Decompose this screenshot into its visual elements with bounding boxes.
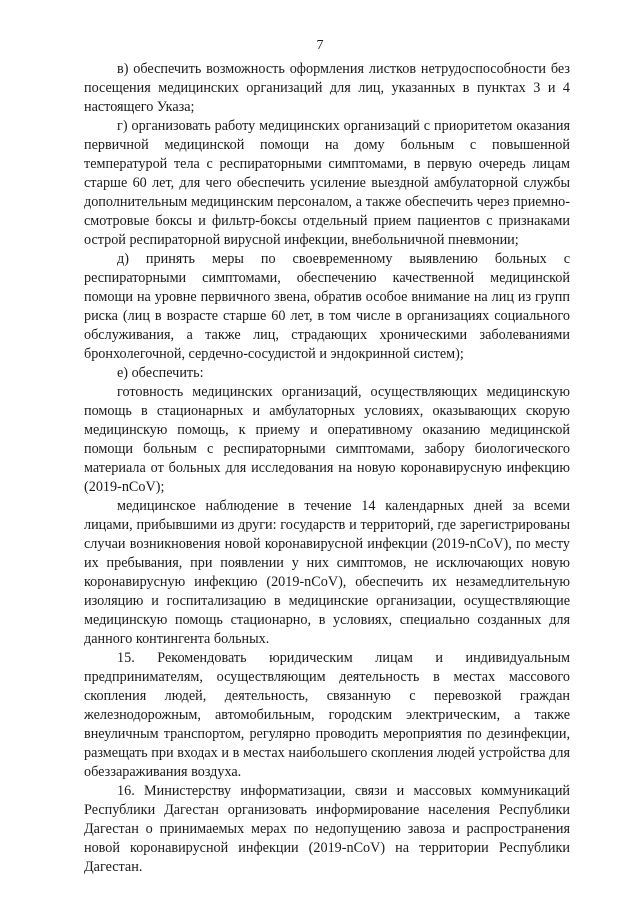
paragraph-readiness: готовность медицинских организаций, осуществляющих медицинскую помощь в стационарных и амбулаторных условиях, оказывающих скорую медицинскую помощь, к приему и оперативному оказанию медицинской помощи больным с респираторными симптомами, забору биологического материала от больных для исследования на новую коронавирусную инфекцию (2019-nCoV);	[84, 384, 570, 495]
paragraph-observation: медицинское наблюдение в течение 14 календарных дней за всеми лицами, прибывшими из други: государств и территорий, где зарегистрированы случаи возникновения новой коронавирусной инфекции (2019-nCoV), по месту их пребывания, при появлении у них симптомов, не исключающих новую коронавирусную инфекцию (2019-nCoV), обеспечить их незамедлительную изоляцию и госпитализацию в медицинские организации, осуществляющие медицинскую помощь стационарно, в условиях, специально созданных для данного контингента больных.	[84, 498, 570, 647]
paragraph-d: д) принять меры по своевременному выявлению больных с респираторными симптомами, обеспечению качественной медицинской помощи на уровне первичного звена, обратив особое внимание на лиц из групп риска (лиц в возрасте старше 60 лет, в том числе в организациях социального обслуживания, а также лиц, страдающих хроническими заболеваниями бронхолегочной, сердечно-сосудистой и эндокринной систем);	[84, 251, 570, 362]
paragraph-16: 16. Министерству информатизации, связи и массовых коммуникаций Республики Дагестан организовать информирование населения Республики Дагестан о принимаемых мерах по недопущению завоза и распространения новой коронавирусной инфекции (2019-nCoV) на территории Республики Дагестан.	[84, 783, 570, 875]
page-number: 7	[316, 38, 324, 53]
paragraph-v: в) обеспечить возможность оформления листков нетрудоспособности без посещения медицинских организаций для лиц, указанных в пунктах 3 и 4 настоящего Указа;	[84, 61, 570, 115]
document-body	[84, 60, 570, 877]
paragraph-g: г) организовать работу медицинских организаций с приоритетом оказания первичной медицинской помощи на дому больным с повышенной температурой тела с респираторными симптомами, в первую очередь лицам старше 60 лет, для чего обеспечить усиление выездной амбулаторной службы дополнительным медицинским персоналом, а также обеспечить через приемно-смотровые боксы и фильтр-боксы отдельный прием пациентов с признаками острой респираторной вирусной инфекции, внебольничной пневмонии;	[84, 118, 570, 248]
paragraph-15: 15. Рекомендовать юридическим лицам и индивидуальным предпринимателям, осуществляющим деятельность в местах массового скопления людей, деятельность, связанную с перевозкой граждан железнодорожным, автомобильным, городским электрическим, а также внеуличным транспортом, регулярно проводить мероприятия по дезинфекции, размещать при входах и в местах наибольшего скопления людей устройства для обеззараживания воздуха.	[84, 650, 570, 780]
paragraph-e: е) обеспечить:	[117, 365, 204, 381]
